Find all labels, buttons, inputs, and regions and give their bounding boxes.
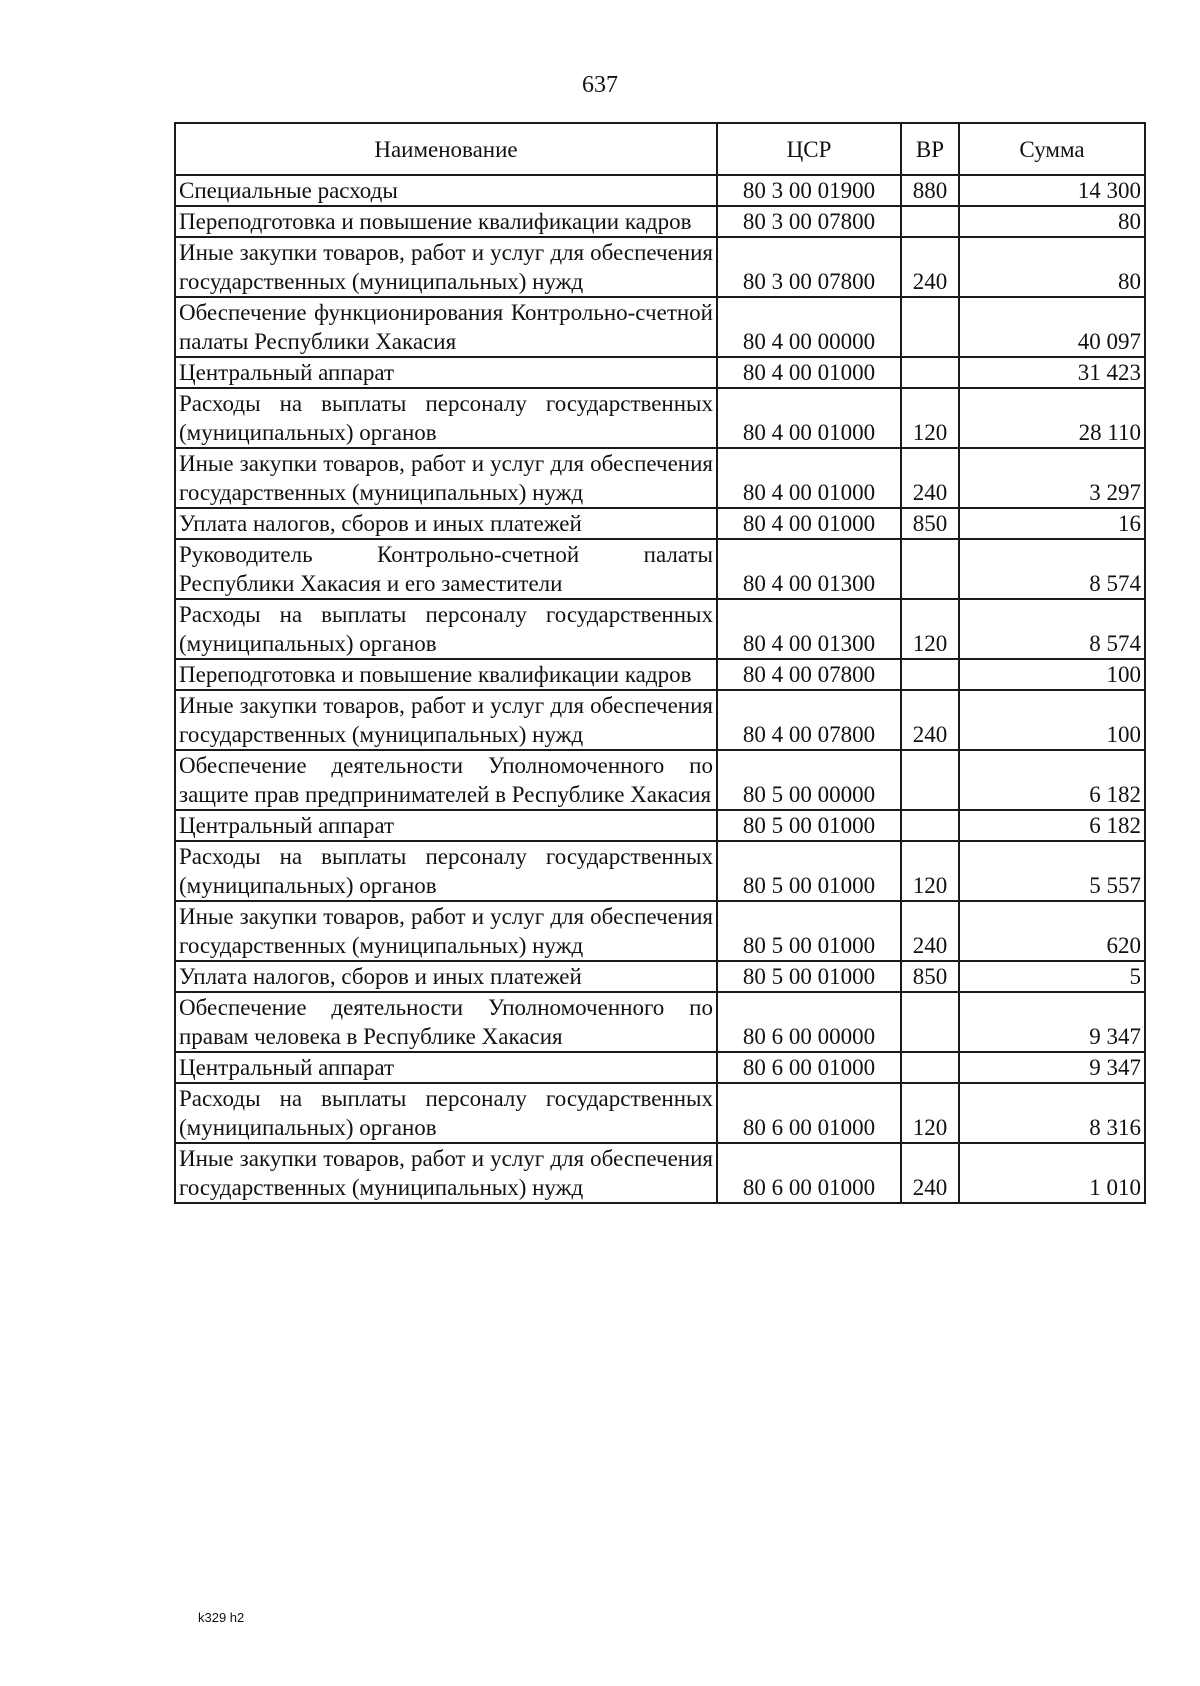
cell-name: Расходы на выплаты персоналу государственных (муниципальных) органов	[175, 841, 717, 901]
table-row	[175, 448, 1145, 508]
budget-table	[174, 122, 1146, 1204]
table-row	[175, 539, 1145, 599]
cell-name: Уплата налогов, сборов и иных платежей	[175, 961, 717, 992]
page-number: 637	[582, 72, 618, 98]
cell-vr	[901, 539, 959, 599]
cell-vr	[901, 992, 959, 1052]
cell-vr: 240	[901, 448, 959, 508]
cell-sum: 1 010	[959, 1143, 1145, 1203]
table-row	[175, 750, 1145, 810]
footer-code: k329 h2	[198, 1610, 245, 1625]
cell-name: Расходы на выплаты персоналу государственных (муниципальных) органов	[175, 388, 717, 448]
table-row	[175, 206, 1145, 237]
cell-vr	[901, 750, 959, 810]
cell-vr	[901, 1052, 959, 1083]
header-name: Наименование	[175, 123, 717, 175]
cell-sum: 8 574	[959, 539, 1145, 599]
cell-name: Иные закупки товаров, работ и услуг для обеспечения государственных (муниципальных) нужд	[175, 1143, 717, 1203]
table-row	[175, 357, 1145, 388]
cell-csr: 80 5 00 01000	[717, 961, 901, 992]
table-row	[175, 508, 1145, 539]
table-row	[175, 690, 1145, 750]
cell-csr: 80 4 00 01300	[717, 539, 901, 599]
cell-sum: 40 097	[959, 297, 1145, 357]
cell-name: Расходы на выплаты персоналу государственных (муниципальных) органов	[175, 1083, 717, 1143]
cell-vr: 120	[901, 841, 959, 901]
cell-csr: 80 4 00 01000	[717, 448, 901, 508]
cell-csr: 80 6 00 01000	[717, 1083, 901, 1143]
cell-vr	[901, 810, 959, 841]
cell-name: Руководитель Контрольно-счетной палаты Республики Хакасия и его заместители	[175, 539, 717, 599]
cell-csr: 80 3 00 07800	[717, 206, 901, 237]
cell-name: Переподготовка и повышение квалификации кадров	[175, 206, 717, 237]
table-row	[175, 659, 1145, 690]
cell-sum: 8 316	[959, 1083, 1145, 1143]
cell-csr: 80 5 00 01000	[717, 901, 901, 961]
cell-sum: 5 557	[959, 841, 1145, 901]
cell-csr: 80 4 00 01300	[717, 599, 901, 659]
cell-csr: 80 4 00 01000	[717, 357, 901, 388]
cell-sum: 16	[959, 508, 1145, 539]
table-row	[175, 297, 1145, 357]
cell-sum: 100	[959, 659, 1145, 690]
cell-sum: 28 110	[959, 388, 1145, 448]
cell-csr: 80 6 00 01000	[717, 1052, 901, 1083]
cell-sum: 3 297	[959, 448, 1145, 508]
cell-csr: 80 4 00 00000	[717, 297, 901, 357]
cell-csr: 80 4 00 07800	[717, 690, 901, 750]
cell-name: Иные закупки товаров, работ и услуг для обеспечения государственных (муниципальных) нужд	[175, 690, 717, 750]
cell-vr	[901, 206, 959, 237]
cell-sum: 80	[959, 237, 1145, 297]
cell-vr: 850	[901, 508, 959, 539]
cell-name: Расходы на выплаты персоналу государственных (муниципальных) органов	[175, 599, 717, 659]
cell-name: Специальные расходы	[175, 175, 717, 206]
table-row	[175, 599, 1145, 659]
cell-name: Обеспечение деятельности Уполномоченного по защите прав предпринимателей в Республике Хакасия	[175, 750, 717, 810]
table-header-row	[175, 123, 1145, 175]
cell-name: Иные закупки товаров, работ и услуг для обеспечения государственных (муниципальных) нужд	[175, 448, 717, 508]
cell-vr: 120	[901, 388, 959, 448]
cell-vr: 240	[901, 901, 959, 961]
table-body	[175, 175, 1145, 1203]
cell-vr: 240	[901, 690, 959, 750]
cell-csr: 80 5 00 01000	[717, 810, 901, 841]
cell-name: Центральный аппарат	[175, 357, 717, 388]
cell-sum: 620	[959, 901, 1145, 961]
cell-name: Уплата налогов, сборов и иных платежей	[175, 508, 717, 539]
table-row	[175, 1052, 1145, 1083]
cell-vr: 880	[901, 175, 959, 206]
table-row	[175, 901, 1145, 961]
cell-csr: 80 5 00 01000	[717, 841, 901, 901]
cell-csr: 80 3 00 01900	[717, 175, 901, 206]
cell-csr: 80 6 00 00000	[717, 992, 901, 1052]
cell-csr: 80 4 00 01000	[717, 388, 901, 448]
cell-vr: 240	[901, 1143, 959, 1203]
header-csr: ЦСР	[717, 123, 901, 175]
header-vr: ВР	[901, 123, 959, 175]
cell-sum: 9 347	[959, 1052, 1145, 1083]
table-row	[175, 992, 1145, 1052]
cell-name: Центральный аппарат	[175, 1052, 717, 1083]
cell-vr: 240	[901, 237, 959, 297]
table-row	[175, 175, 1145, 206]
cell-sum: 80	[959, 206, 1145, 237]
cell-csr: 80 5 00 00000	[717, 750, 901, 810]
cell-vr	[901, 297, 959, 357]
cell-vr: 120	[901, 1083, 959, 1143]
table-row	[175, 237, 1145, 297]
cell-vr	[901, 659, 959, 690]
cell-name: Иные закупки товаров, работ и услуг для обеспечения государственных (муниципальных) нужд	[175, 901, 717, 961]
table-row	[175, 1083, 1145, 1143]
cell-sum: 6 182	[959, 750, 1145, 810]
header-sum: Сумма	[959, 123, 1145, 175]
cell-csr: 80 6 00 01000	[717, 1143, 901, 1203]
cell-csr: 80 4 00 01000	[717, 508, 901, 539]
table-row	[175, 810, 1145, 841]
cell-sum: 100	[959, 690, 1145, 750]
cell-name: Переподготовка и повышение квалификации кадров	[175, 659, 717, 690]
cell-vr	[901, 357, 959, 388]
table-row	[175, 961, 1145, 992]
cell-name: Обеспечение деятельности Уполномоченного по правам человека в Республике Хакасия	[175, 992, 717, 1052]
cell-name: Обеспечение функционирования Контрольно-счетной палаты Республики Хакасия	[175, 297, 717, 357]
cell-sum: 8 574	[959, 599, 1145, 659]
cell-vr: 850	[901, 961, 959, 992]
cell-sum: 6 182	[959, 810, 1145, 841]
cell-sum: 31 423	[959, 357, 1145, 388]
table-row	[175, 1143, 1145, 1203]
cell-vr: 120	[901, 599, 959, 659]
table-row	[175, 388, 1145, 448]
cell-name: Центральный аппарат	[175, 810, 717, 841]
cell-csr: 80 3 00 07800	[717, 237, 901, 297]
cell-csr: 80 4 00 07800	[717, 659, 901, 690]
cell-sum: 5	[959, 961, 1145, 992]
table-row	[175, 841, 1145, 901]
cell-sum: 9 347	[959, 992, 1145, 1052]
cell-sum: 14 300	[959, 175, 1145, 206]
cell-name: Иные закупки товаров, работ и услуг для обеспечения государственных (муниципальных) нужд	[175, 237, 717, 297]
